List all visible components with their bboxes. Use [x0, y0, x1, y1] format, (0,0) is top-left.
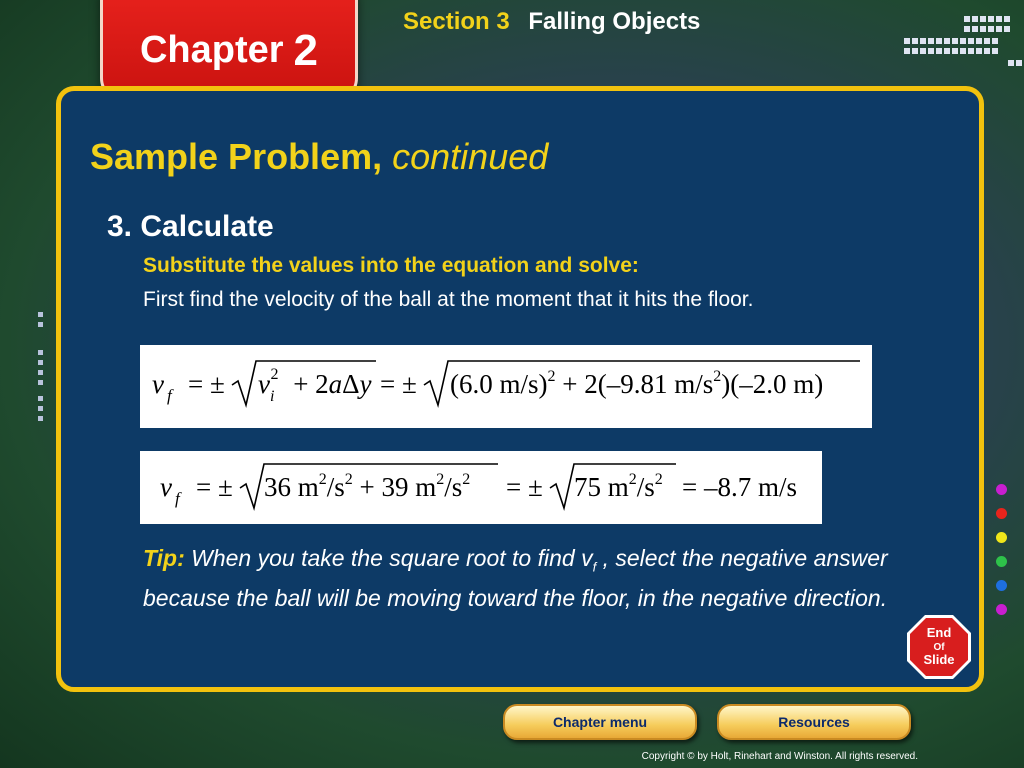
eq2-radicand-2: 75 $m^2/s^2$ [574, 471, 663, 502]
side-color-dots [996, 484, 1007, 628]
section-header [403, 8, 700, 36]
tip-text-1: When you take the square root to find v [191, 545, 593, 571]
chapter-label: Chapter [139, 29, 284, 71]
chapter-menu-button[interactable]: Chapter menu [503, 704, 697, 740]
end-sign-line1: End [926, 625, 952, 640]
title-bold: Sample Problem, [90, 136, 383, 177]
eq2-equals-pm-2: = ± [506, 472, 543, 502]
step-heading: 3. Calculate [107, 210, 274, 243]
equation-1 [140, 345, 872, 428]
copyright-text: Copyright © by Holt, Rinehart and Winston. All rights reserved. [641, 751, 918, 762]
dot-blue[interactable] [996, 580, 1007, 591]
end-sign-line3: Slide [923, 652, 955, 667]
eq2-lhs-sub: f [175, 489, 180, 508]
eq2-equals-pm-1: = ± [196, 472, 233, 502]
end-of-slide-icon[interactable] [906, 614, 972, 680]
eq1-lhs-var: v [152, 369, 164, 399]
slide-title [90, 136, 548, 178]
dot-magenta[interactable] [996, 484, 1007, 495]
section-title: Falling Objects [528, 8, 701, 35]
eq2-radicand-1: 36 $m^2/s^2 + 39$ $m^2/s^2$ [264, 471, 471, 502]
tip-sub: f [592, 559, 597, 575]
resources-button[interactable]: Resources [717, 704, 911, 740]
end-sign-line2: Of [933, 642, 945, 653]
dot-purple[interactable] [996, 604, 1007, 615]
chapter-number: 2 [293, 25, 319, 75]
tip-text-2: , select the negative answer because the ball will be moving toward the floor, in the negative direction. [143, 545, 888, 611]
instruction-text: Substitute the values into the equation and solve: [143, 254, 639, 277]
dot-green[interactable] [996, 556, 1007, 567]
eq1-lhs-sub: f [167, 386, 172, 405]
eq2-lhs-var: v [160, 472, 172, 502]
dot-red[interactable] [996, 508, 1007, 519]
dot-yellow[interactable] [996, 532, 1007, 543]
dot-grid-decoration [900, 10, 1024, 70]
title-italic: continued [392, 136, 549, 177]
tip-text [143, 543, 913, 614]
eq1-radicand-2: (6.0 m/s)$^2$ + 2(–9.81 $m/s^2)(-2.0$ m) [450, 368, 824, 399]
description-text: First find the velocity of the ball at the moment that it hits the floor. [143, 288, 754, 311]
left-edge-decoration [36, 310, 50, 430]
section-label: Section 3 [403, 8, 510, 35]
equation-2 [140, 451, 822, 524]
eq1-equals-pm-2: = ± [380, 369, 417, 399]
tip-label: Tip: [143, 545, 185, 571]
eq1-equals-pm-1: = ± [188, 369, 225, 399]
eq1-radicand-1: $v_i2 + 2a\Delta y$ [258, 366, 372, 405]
eq2-result: = –8.7 m/s [682, 472, 797, 502]
